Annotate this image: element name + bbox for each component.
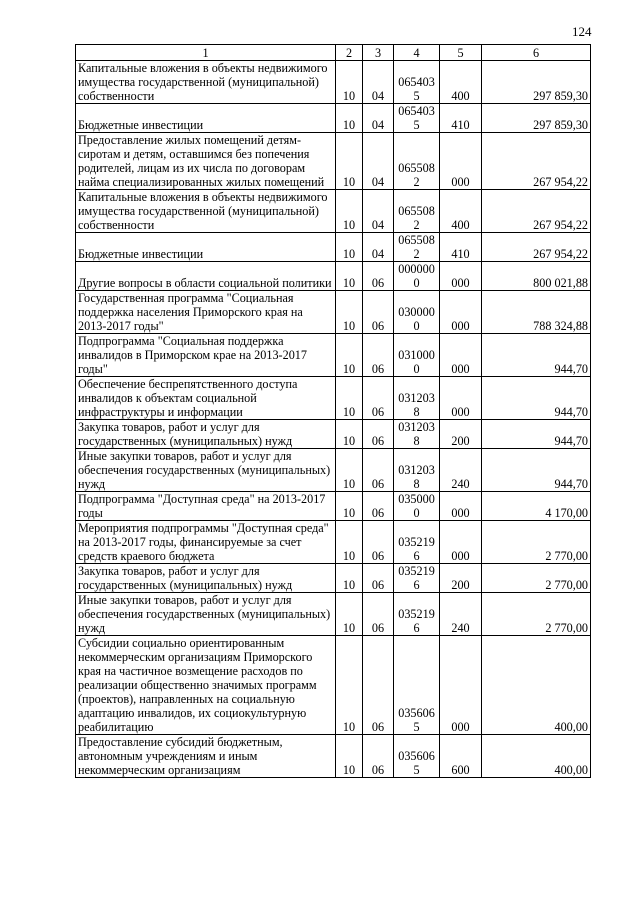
row-subsection: 06	[363, 334, 394, 377]
table-row	[76, 262, 591, 291]
header-col-type: 5	[440, 45, 482, 61]
row-section: 10	[336, 492, 363, 521]
row-section: 10	[336, 291, 363, 334]
row-name: Предоставление субсидий бюджетным, автономным учреждениям и иным некоммерческим организациям	[76, 735, 336, 778]
row-code: 0655082	[394, 233, 440, 262]
row-amount: 788 324,88	[482, 291, 591, 334]
row-code: 0654035	[394, 104, 440, 133]
table-row	[76, 291, 591, 334]
row-type: 000	[440, 636, 482, 735]
row-code: 0655082	[394, 190, 440, 233]
row-name: Другие вопросы в области социальной политики	[76, 262, 336, 291]
row-section: 10	[336, 133, 363, 190]
row-name: Закупка товаров, работ и услуг для государственных (муниципальных) нужд	[76, 420, 336, 449]
row-section: 10	[336, 61, 363, 104]
row-code: 0312038	[394, 449, 440, 492]
header-col-section: 2	[336, 45, 363, 61]
table-row	[76, 735, 591, 778]
row-code: 0352196	[394, 564, 440, 593]
row-type: 000	[440, 521, 482, 564]
row-code: 0000000	[394, 262, 440, 291]
row-subsection: 06	[363, 521, 394, 564]
row-type: 000	[440, 291, 482, 334]
table-header	[76, 45, 591, 61]
row-section: 10	[336, 190, 363, 233]
row-section: 10	[336, 449, 363, 492]
header-col-code: 4	[394, 45, 440, 61]
row-type: 000	[440, 492, 482, 521]
row-section: 10	[336, 735, 363, 778]
row-name: Предоставление жилых помещений детям-сиротам и детям, оставшимся без попечения родителей, лицам из их числа по договорам найма специализированных жилых помещений	[76, 133, 336, 190]
table-body	[76, 61, 591, 778]
row-subsection: 06	[363, 449, 394, 492]
row-code: 0312038	[394, 377, 440, 420]
row-subsection: 06	[363, 492, 394, 521]
table-row	[76, 492, 591, 521]
row-section: 10	[336, 636, 363, 735]
row-type: 600	[440, 735, 482, 778]
budget-table	[75, 44, 591, 778]
table-row	[76, 420, 591, 449]
row-name: Бюджетные инвестиции	[76, 233, 336, 262]
row-name: Мероприятия подпрограммы "Доступная среда" на 2013-2017 годы, финансируемые за счет средств краевого бюджета	[76, 521, 336, 564]
row-subsection: 06	[363, 735, 394, 778]
row-section: 10	[336, 233, 363, 262]
row-subsection: 06	[363, 636, 394, 735]
row-subsection: 06	[363, 564, 394, 593]
row-subsection: 06	[363, 593, 394, 636]
row-code: 0352196	[394, 593, 440, 636]
row-type: 400	[440, 61, 482, 104]
table-row	[76, 104, 591, 133]
row-type: 000	[440, 133, 482, 190]
row-code: 0350000	[394, 492, 440, 521]
table-row	[76, 61, 591, 104]
row-name: Государственная программа "Социальная поддержка населения Приморского края на 2013-2017 годы"	[76, 291, 336, 334]
row-amount: 2 770,00	[482, 521, 591, 564]
row-code: 0655082	[394, 133, 440, 190]
row-amount: 400,00	[482, 735, 591, 778]
row-section: 10	[336, 377, 363, 420]
row-code: 0300000	[394, 291, 440, 334]
row-section: 10	[336, 262, 363, 291]
table-row	[76, 334, 591, 377]
row-amount: 2 770,00	[482, 593, 591, 636]
row-code: 0310000	[394, 334, 440, 377]
row-amount: 944,70	[482, 377, 591, 420]
row-subsection: 06	[363, 420, 394, 449]
table-row	[76, 449, 591, 492]
row-type: 240	[440, 449, 482, 492]
row-amount: 267 954,22	[482, 133, 591, 190]
header-col-name: 1	[76, 45, 336, 61]
table-row	[76, 233, 591, 262]
row-subsection: 04	[363, 104, 394, 133]
row-subsection: 06	[363, 291, 394, 334]
row-type: 200	[440, 564, 482, 593]
row-subsection: 04	[363, 190, 394, 233]
table-row	[76, 133, 591, 190]
row-type: 410	[440, 233, 482, 262]
page-number: 124	[572, 24, 592, 39]
row-code: 0312038	[394, 420, 440, 449]
row-type: 400	[440, 190, 482, 233]
row-name: Субсидии социально ориентированным некоммерческим организациям Приморского края на частичное возмещение расходов по реализации общественно значимых программ (проектов), направленных на социальную адаптацию инвалидов, их социокультурную реабилитацию	[76, 636, 336, 735]
row-section: 10	[336, 104, 363, 133]
row-section: 10	[336, 521, 363, 564]
row-amount: 944,70	[482, 420, 591, 449]
row-section: 10	[336, 420, 363, 449]
row-name: Иные закупки товаров, работ и услуг для обеспечения государственных (муниципальных) нужд	[76, 449, 336, 492]
row-amount: 800 021,88	[482, 262, 591, 291]
row-name: Подпрограмма "Социальная поддержка инвалидов в Приморском крае на 2013-2017 годы"	[76, 334, 336, 377]
table-row	[76, 593, 591, 636]
row-subsection: 04	[363, 233, 394, 262]
table-row	[76, 377, 591, 420]
row-type: 000	[440, 334, 482, 377]
row-amount: 4 170,00	[482, 492, 591, 521]
row-amount: 944,70	[482, 334, 591, 377]
header-row	[76, 45, 591, 61]
row-type: 000	[440, 262, 482, 291]
row-section: 10	[336, 564, 363, 593]
row-name: Иные закупки товаров, работ и услуг для обеспечения государственных (муниципальных) нужд	[76, 593, 336, 636]
row-amount: 267 954,22	[482, 190, 591, 233]
row-type: 410	[440, 104, 482, 133]
row-section: 10	[336, 593, 363, 636]
row-amount: 400,00	[482, 636, 591, 735]
row-type: 000	[440, 377, 482, 420]
table-row	[76, 564, 591, 593]
header-col-amount: 6	[482, 45, 591, 61]
row-name: Подпрограмма "Доступная среда" на 2013-2017 годы	[76, 492, 336, 521]
table-row	[76, 190, 591, 233]
row-amount: 944,70	[482, 449, 591, 492]
row-subsection: 06	[363, 262, 394, 291]
row-type: 200	[440, 420, 482, 449]
row-code: 0356065	[394, 735, 440, 778]
row-code: 0654035	[394, 61, 440, 104]
row-amount: 2 770,00	[482, 564, 591, 593]
row-code: 0356065	[394, 636, 440, 735]
row-name: Капитальные вложения в объекты недвижимого имущества государственной (муниципальной) собственности	[76, 190, 336, 233]
row-name: Обеспечение беспрепятственного доступа инвалидов к объектам социальной инфраструктуры и информации	[76, 377, 336, 420]
table-row	[76, 636, 591, 735]
row-name: Бюджетные инвестиции	[76, 104, 336, 133]
row-amount: 297 859,30	[482, 61, 591, 104]
table-row	[76, 521, 591, 564]
row-name: Капитальные вложения в объекты недвижимого имущества государственной (муниципальной) собственности	[76, 61, 336, 104]
row-amount: 297 859,30	[482, 104, 591, 133]
row-name: Закупка товаров, работ и услуг для государственных (муниципальных) нужд	[76, 564, 336, 593]
row-amount: 267 954,22	[482, 233, 591, 262]
row-type: 240	[440, 593, 482, 636]
row-code: 0352196	[394, 521, 440, 564]
row-subsection: 06	[363, 377, 394, 420]
row-subsection: 04	[363, 61, 394, 104]
row-subsection: 04	[363, 133, 394, 190]
header-col-subsection: 3	[363, 45, 394, 61]
row-section: 10	[336, 334, 363, 377]
